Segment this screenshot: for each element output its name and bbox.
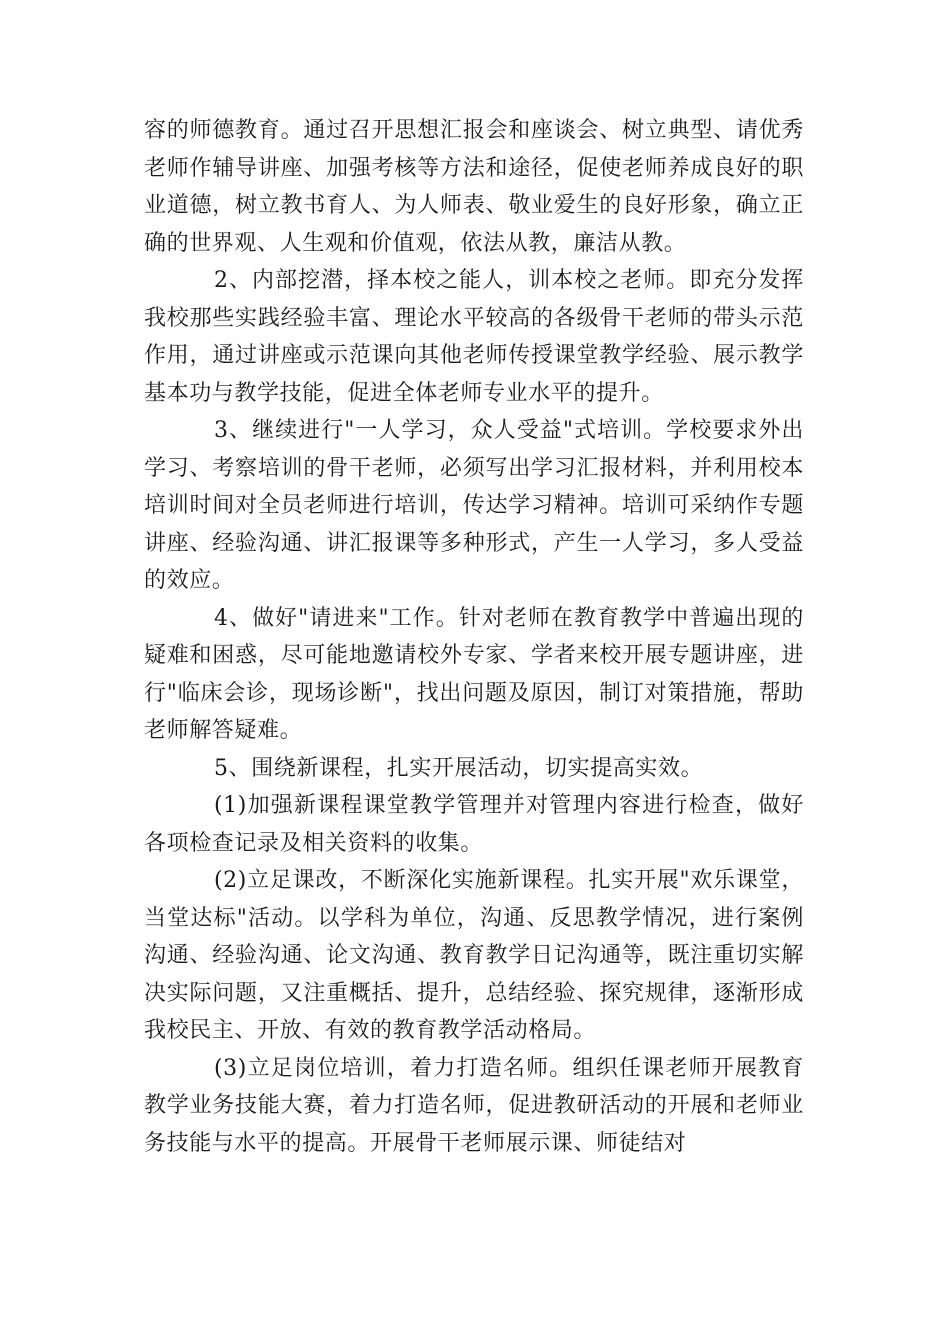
- paragraph-7: (2)立足课改，不断深化实施新课程。扎实开展"欢乐课堂，当堂达标"活动。以学科为单位，沟通、反思教学情况，进行案例沟通、经验沟通、论文沟通、教育教学日记沟通等，既注重切实解决实际问题，又注重概括、提升，总结经验、探究规律，逐渐形成我校民主、开放、有效的教育教学活动格局。: [144, 868, 804, 1043]
- paragraph-2: 2、内部挖潜，择本校之能人，训本校之老师。即充分发挥我校那些实践经验丰富、理论水平较高的各级骨干老师的带头示范作用，通过讲座或示范课向其他老师传授课堂教学经验、展示教学基本功与教学技能，促进全体老师专业水平的提升。: [144, 268, 804, 406]
- paragraph-4: 4、做好"请进来"工作。针对老师在教育教学中普遍出现的疑难和困惑，尽可能地邀请校外专家、学者来校开展专题讲座，进行"临床会诊，现场诊断"，找出问题及原因，制订对策措施，帮助老师解答疑难。: [144, 605, 804, 743]
- paragraph-1: 容的师德教育。通过召开思想汇报会和座谈会、树立典型、请优秀老师作辅导讲座、加强考核等方法和途径，促使老师养成良好的职业道德，树立教书育人、为人师表、敬业爱生的良好形象，确立正确的世界观、人生观和价值观，依法从教，廉洁从教。: [144, 118, 804, 256]
- paragraph-5: 5、围绕新课程，扎实开展活动，切实提高实效。: [214, 755, 704, 781]
- paragraph-3: 3、继续进行"一人学习，众人受益"式培训。学校要求外出学习、考察培训的骨干老师，必须写出学习汇报材料，并利用校本培训时间对全员老师进行培训，传达学习精神。培训可采纳作专题讲座、经验沟通、讲汇报课等多种形式，产生一人学习，多人受益的效应。: [144, 418, 804, 593]
- paragraph-8: (3)立足岗位培训，着力打造名师。组织任课老师开展教育教学业务技能大赛，着力打造名师，促进教研活动的开展和老师业务技能与水平的提高。开展骨干老师展示课、师徒结对: [144, 1055, 804, 1156]
- document-body: [144, 112, 804, 1162]
- paragraph-6: (1)加强新课程课堂教学管理并对管理内容进行检查，做好各项检查记录及相关资料的收集。: [144, 793, 804, 856]
